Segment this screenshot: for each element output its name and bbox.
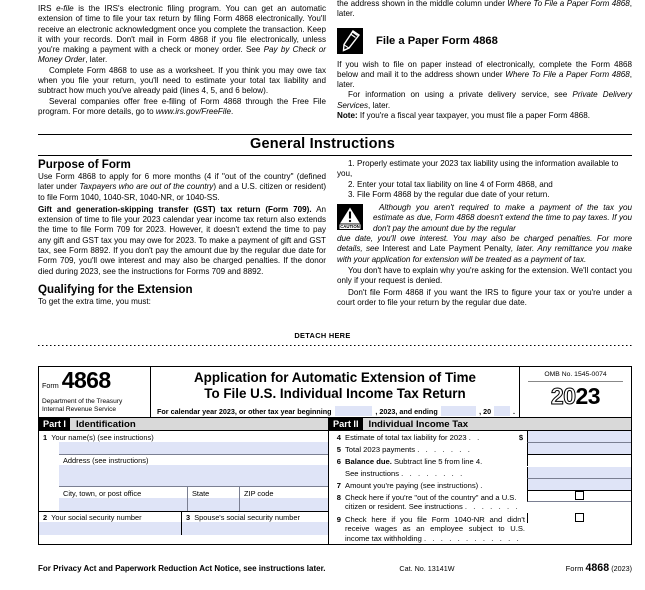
- part2-row: [329, 443, 631, 455]
- part2-row: [329, 431, 631, 443]
- tax-year-big: [520, 382, 631, 408]
- row-leader: .: [480, 480, 485, 490]
- tax-year-suffix: , 20: [479, 406, 492, 416]
- where-to-file-italic-2: Where To File a Paper Form 4868: [505, 69, 630, 79]
- dont-file-paragraph: Don't file Form 4868 if you want the IRS to figure your tax or you're under a court order to file your return by the regular due date.: [337, 287, 632, 307]
- tax-year-ending-input[interactable]: [441, 406, 476, 416]
- department-line-2: Internal Revenue Service: [42, 405, 117, 413]
- file-paper-heading: File a Paper Form 4868: [376, 34, 498, 47]
- form-number-block: [42, 369, 147, 392]
- field-city-label-cell: [39, 487, 188, 498]
- field-address-group: [39, 455, 328, 488]
- part-2-name: Individual Income Tax: [368, 418, 469, 430]
- dollar-sign: [515, 443, 527, 445]
- interest-penalty-upright: Interest and Late Payment Penalty: [382, 244, 512, 254]
- detach-here-label: DETACH HERE: [294, 331, 351, 340]
- form-header-left: [39, 367, 151, 417]
- note-label: Note:: [337, 111, 358, 121]
- qualifying-steps-list: [337, 159, 632, 200]
- form-title-line-1: Application for Automatic Extension of Time: [194, 370, 476, 385]
- qualifying-text: To get the extra time, you must:: [38, 296, 151, 306]
- address-input[interactable]: [59, 465, 328, 487]
- tax-year-prefix: For calendar year 2023, or other tax year beginning: [157, 406, 332, 416]
- line9-checkbox-cell[interactable]: [527, 513, 631, 523]
- row-text: [345, 455, 515, 466]
- tax-year-big-solid: 23: [575, 383, 601, 409]
- city-state-zip-inputs: [39, 498, 328, 512]
- efile-italic: e-file: [56, 4, 74, 13]
- footer-form-word: Form: [565, 564, 584, 573]
- field-spouse-ssn-label: [182, 512, 328, 523]
- svg-text:CAUTION: CAUTION: [340, 224, 360, 230]
- row-leader: . . . . . . .: [417, 444, 472, 454]
- field-state-label: State: [192, 488, 210, 498]
- field-zip-label: ZIP code: [244, 488, 274, 498]
- purpose-heading: Purpose of Form: [38, 158, 131, 171]
- row-number: 4: [336, 432, 341, 442]
- qualifying-heading: Qualifying for the Extension: [38, 282, 193, 296]
- form-number: 4868: [61, 367, 111, 393]
- field-ssn-label-cell: [39, 512, 182, 523]
- row-label: Check here if you're "out of the country" and a U.S. citizen or resident. See instructions: [345, 492, 517, 512]
- part-2-section: [329, 418, 631, 544]
- row-number-blank: [329, 467, 345, 469]
- caution-block: [337, 203, 632, 234]
- form-4868: [38, 366, 632, 545]
- efile-paragraph-2: Complete Form 4868 to use as a worksheet. If you think you may owe tax when you file your return, you'll need to estimate your total tax liability and subtract how much you've already paid (lines 4, 5, and 6 below).: [38, 65, 326, 96]
- row-label: Subtract line 5 from line 4.: [391, 456, 483, 466]
- qualifying-step: 2. Enter your total tax liability on line 4 of Form 4868, and: [348, 179, 553, 189]
- row-leader: . .: [468, 432, 482, 442]
- row-label: See instructions: [345, 468, 400, 478]
- tax-year-mid: , 2023, and ending: [375, 406, 438, 416]
- right-instruction-column: [337, 0, 632, 121]
- line4-amount-input[interactable]: [527, 431, 631, 443]
- general-instructions-rule-top: [38, 134, 632, 135]
- gi-left-column: [38, 158, 326, 307]
- line8-checkbox[interactable]: [575, 491, 584, 500]
- field-ssn-label: [39, 512, 181, 523]
- part-1-bar: [39, 418, 328, 431]
- row-text: [345, 467, 515, 478]
- field-ssn-number: 2: [43, 513, 48, 522]
- tax-year-beginning-input[interactable]: [335, 406, 373, 416]
- form-parts: [39, 417, 631, 544]
- city-state-zip-labels: [39, 487, 328, 498]
- field-spouse-ssn-label-cell: [182, 512, 328, 523]
- department-block: [42, 398, 147, 413]
- field-spouse-ssn-number: 3: [186, 513, 191, 522]
- ssn-labels-row: [39, 512, 328, 523]
- form-header-middle: [151, 367, 519, 417]
- form-header-right: [519, 367, 631, 417]
- purpose-text: Use Form 4868 to apply for 6 more months (4 if "out of the country" (defined later under Taxpayers who are out of the country) and a U.S. citizen or resident) to file Form 1040, 1040-SR, 1040-NR, or 1040-SS.: [38, 172, 327, 202]
- row-leader: . . . . . . .: [464, 502, 520, 512]
- caution-text: Although you aren't required to make a payment of the tax you estimate as due, Form 4868 doesn't extend the time to pay taxes. If you don't pay the amount due by the regular: [373, 203, 632, 233]
- row-number: 9: [336, 514, 341, 524]
- row-leader: . . . . . . . . . . . .: [423, 533, 521, 543]
- row-number: 6: [336, 456, 341, 466]
- dollar-sign: $: [518, 432, 524, 442]
- tax-year-big-hollow: 20: [550, 383, 576, 409]
- qualifying-step: 3. File Form 4868 by the regular due date of your return.: [348, 189, 550, 199]
- field-address-label: Address (see instructions): [63, 456, 149, 465]
- field-spouse-ssn-label-text: Spouse's social security number: [194, 513, 300, 522]
- qualifying-step: 1. Properly estimate your 2023 tax liability using the information available to you,: [337, 159, 619, 179]
- field-name-group: [39, 431, 328, 455]
- line7-amount-input[interactable]: [527, 479, 631, 491]
- form-title: [151, 367, 519, 402]
- zip-input[interactable]: [240, 498, 328, 511]
- file-paper-heading-row: [337, 28, 632, 54]
- caution-icon: [337, 204, 363, 230]
- footer-number: 4868: [585, 562, 610, 574]
- line8-checkbox-cell[interactable]: [527, 491, 631, 502]
- line9-checkbox[interactable]: [575, 513, 584, 522]
- gst-text: An extension of time to file your 2023 calendar year income tax return also extends the time to file Form 709 for 2023. However, it doesn't extend the time to pay any gift and GST tax you may owe for 2023. To make a payment of gift and GST tax, see Form 8892. If you don't pay the amount due by the regular due date for Form 709, you'll owe interest and may also be charged penalties. If the donor died during 2023, see the instructions for Forms 709 and 8892.: [38, 204, 326, 276]
- row-label-bold: Balance due.: [345, 456, 392, 466]
- file-paper-paragraph-2: For information on using a private delivery service, see Private Delivery Services, later.: [337, 90, 632, 110]
- tax-year-year-input[interactable]: [494, 406, 510, 416]
- row-label: Check here if you file Form 1040-NR and didn't receive wages as an employee subject to U.S. income tax withholding: [345, 514, 525, 543]
- name-input[interactable]: [59, 442, 328, 455]
- dollar-sign: [515, 467, 527, 469]
- privacy-act-notice: For Privacy Act and Paperwork Reduction Act Notice, see instructions later.: [38, 563, 326, 573]
- field-city-label: City, town, or post office: [63, 488, 142, 498]
- line6-amount-input[interactable]: [527, 467, 631, 479]
- note-text: If you're a fiscal year taxpayer, you must file a paper Form 4868.: [357, 111, 591, 121]
- pay-by-check-italic: Pay by Check or Money Order: [38, 45, 326, 65]
- field-ssn-label-text: Your social security number: [51, 513, 142, 522]
- row-number: 5: [336, 444, 341, 454]
- line5-amount-input[interactable]: [527, 443, 631, 455]
- tax-year-line: [157, 406, 515, 416]
- row-number: 8: [336, 492, 341, 502]
- caution-text-cont: due date, you'll owe interest. You may also be charged penalties. For more details, see Interest and Late Payment Penalty, later. Any remittance you make with your application for extension will be treated as a payment of tax.: [337, 234, 632, 264]
- general-instructions-rule-bottom: [38, 155, 632, 156]
- row-label: Amount you're paying (see instructions): [345, 480, 479, 490]
- file-paper-paragraph-1: If you wish to file on paper instead of electronically, complete the Form 4868 below and mail it to the address shown under Where To File a Paper Form 4868, later.: [337, 59, 632, 90]
- spouse-ssn-input[interactable]: [182, 522, 328, 535]
- row-text: [345, 491, 527, 512]
- gst-paragraph: [38, 205, 326, 277]
- part2-row: [329, 455, 631, 467]
- no-explain-paragraph: You don't have to explain why you're asking for the extension. We'll contact you only if your request is denied.: [337, 265, 632, 286]
- part-2-tag: Part II: [329, 418, 363, 431]
- ssn-input[interactable]: [39, 522, 182, 535]
- row-leader: . . . . . . . .: [401, 468, 465, 478]
- file-paper-note: [337, 111, 632, 121]
- state-input[interactable]: [188, 498, 240, 511]
- part2-row: [329, 491, 631, 513]
- part-2-bar: [329, 418, 631, 431]
- part-1-name: Identification: [75, 418, 136, 430]
- row-text: [345, 479, 515, 490]
- part-1-tag: Part I: [39, 418, 70, 431]
- row-text: [345, 513, 527, 543]
- pencil-icon: [337, 28, 363, 54]
- row-label: Total 2023 payments: [345, 444, 416, 454]
- detach-dotted-line: [38, 345, 632, 347]
- part-1-section: [39, 418, 329, 544]
- row-number: 7: [336, 480, 341, 490]
- freefile-url: www.irs.gov/FreeFile: [155, 106, 231, 116]
- omb-number: OMB No. 1545-0074: [544, 371, 607, 378]
- form-footer: [38, 562, 632, 574]
- row-text: [345, 431, 515, 442]
- field-zip-label-cell: [240, 487, 328, 498]
- where-to-file-italic: Where To File a Paper Form 4868: [507, 0, 630, 8]
- form-header: [39, 367, 631, 417]
- efile-paragraph-3: Several companies offer free e-filing of Form 4868 through the Free File program. For more details, go to www.irs.gov/FreeFile.: [38, 96, 326, 116]
- city-input[interactable]: [59, 498, 188, 511]
- tax-year-end-period: .: [513, 406, 515, 416]
- gi-right-column: [337, 159, 632, 308]
- field-name-number: 1: [43, 432, 48, 442]
- private-delivery-italic: Private Delivery Services: [337, 90, 632, 110]
- catalog-number: Cat. No. 13141W: [399, 563, 455, 573]
- department-line-1: Department of the Treasury: [42, 398, 123, 405]
- where-to-file-carryover: the address shown in the middle column under Where To File a Paper Form 4868, later.: [337, 0, 633, 19]
- general-instructions-banner: General Instructions: [249, 136, 395, 152]
- form-title-line-2: To File U.S. Individual Income Tax Return: [204, 386, 466, 401]
- taxpayers-out-italic: Taxpayers who are out of the country: [79, 182, 214, 192]
- row-text: [345, 443, 515, 454]
- dollar-sign: [515, 479, 527, 481]
- part2-row-continued: [329, 467, 631, 479]
- form-word-label: Form: [42, 381, 59, 390]
- field-name-label: [39, 431, 328, 442]
- efile-paragraph-1: IRS e-file is the IRS's electronic filing program. You can get an automatic extension of time to file your tax return by filing Form 4868 electronically. You'll receive an electronic acknowledgment once you complete the transaction. Keep it with your records. Don't mail in Form 4868 if you file electronically, unless you're making a payment with a check or money order. See Pay by Check or Money Order, later.: [38, 4, 326, 65]
- part2-row: [329, 513, 631, 544]
- footer-year: (2023): [611, 564, 632, 573]
- footer-form-number: [502, 562, 632, 574]
- dollar-sign: [515, 455, 527, 457]
- part2-row: [329, 479, 631, 491]
- field-name-label-text: Your name(s) (see instructions): [51, 432, 154, 442]
- field-state-label-cell: [188, 487, 240, 498]
- line6-amount-spacer: [527, 455, 631, 466]
- row-label: Estimate of total tax liability for 2023: [345, 432, 467, 442]
- ssn-inputs-row: [39, 522, 328, 535]
- left-instruction-column: [38, 4, 326, 117]
- gst-lead: Gift and generation-skipping transfer (GST) tax return (Form 709).: [38, 204, 312, 214]
